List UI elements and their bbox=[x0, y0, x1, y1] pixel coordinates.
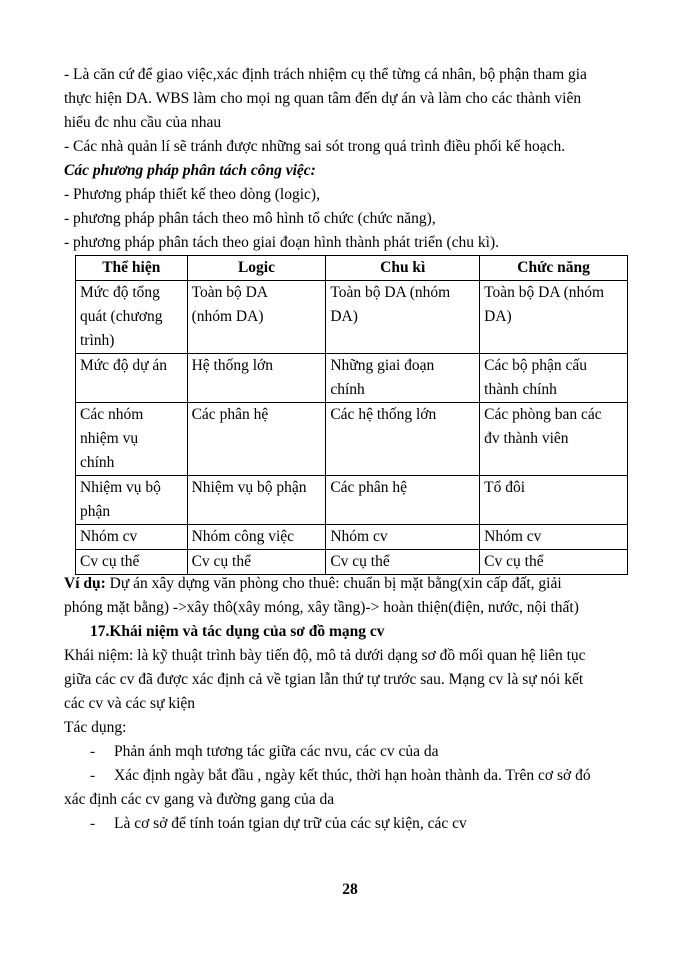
table-cell-chuc-nang bbox=[480, 476, 628, 525]
method-item-2: - phương pháp phân tách theo mô hình tổ chức (chức năng), bbox=[64, 210, 436, 227]
table-cell-chu-ki bbox=[326, 354, 480, 403]
cell-line: Các phân hệ bbox=[191, 406, 269, 423]
table-cell-logic bbox=[187, 525, 326, 550]
cell-line: Nhóm cv bbox=[330, 528, 388, 545]
example-text-1: Dự án xây dựng văn phòng cho thuê: chuẩn bị mặt bằng(xin cấp đất, giải bbox=[105, 575, 562, 592]
table-row bbox=[76, 403, 628, 476]
section-17-heading: 17.Khái niệm và tác dụng của sơ đồ mạng cv bbox=[90, 623, 385, 640]
table-cell-the-hien bbox=[76, 476, 188, 525]
table-cell-the-hien bbox=[76, 525, 188, 550]
cell-line: Nhóm cv bbox=[80, 528, 138, 545]
table-cell-logic bbox=[187, 550, 326, 575]
cell-line: đv thành viên bbox=[484, 430, 569, 447]
table-cell-the-hien bbox=[76, 281, 188, 354]
example-label: Ví dụ: bbox=[64, 575, 106, 592]
breakdown-table bbox=[75, 255, 628, 575]
cell-line: Nhóm cv bbox=[484, 528, 542, 545]
table-cell-chuc-nang bbox=[480, 550, 628, 575]
bullet-dash: - bbox=[90, 815, 96, 832]
intro-line-2: thực hiện DA. WBS làm cho mọi ng quan tâm đến dự án và làm cho các thành viên bbox=[64, 90, 582, 107]
page-number: 28 bbox=[342, 881, 358, 898]
cell-line: Toàn bộ DA (nhóm bbox=[484, 284, 605, 301]
method-item-1: - Phương pháp thiết kế theo dòng (logic), bbox=[64, 186, 320, 203]
cell-line: (nhóm DA) bbox=[191, 308, 264, 325]
intro-paragraph-2: - Các nhà quản lí sẽ tránh được những sai sót trong quá trình điều phối kế hoạch. bbox=[64, 138, 566, 155]
table-row bbox=[76, 476, 628, 525]
header-logic: Logic bbox=[187, 256, 326, 281]
cell-line: Tổ đôi bbox=[484, 479, 526, 496]
cell-line: Các hệ thống lớn bbox=[330, 406, 437, 423]
cell-line: Các nhóm bbox=[80, 406, 144, 423]
table-cell-logic bbox=[187, 403, 326, 476]
effect-text-3: Là cơ sở để tính toán tgian dự trữ của các sự kiện, các cv bbox=[114, 815, 467, 832]
cell-line: Toàn bộ DA bbox=[191, 284, 268, 301]
cell-line: Cv cụ thể bbox=[484, 553, 544, 570]
definition-line-1: Khái niệm: là kỹ thuật trình bày tiến độ, mô tả dưới dạng sơ đồ mối quan hệ liên tục bbox=[64, 647, 586, 664]
table-cell-logic bbox=[187, 281, 326, 354]
cell-line: Các phòng ban các bbox=[484, 406, 602, 423]
cell-line: Mức độ tổng bbox=[80, 284, 160, 301]
table-cell-chuc-nang bbox=[480, 525, 628, 550]
cell-line: nhiệm vụ bbox=[80, 430, 139, 447]
table-cell-chu-ki bbox=[326, 550, 480, 575]
cell-line: Mức độ dự án bbox=[80, 357, 167, 374]
cell-line: Nhiệm vụ bộ phận bbox=[191, 479, 307, 496]
methods-heading: Các phương pháp phân tách công việc: bbox=[64, 162, 316, 179]
cell-line: Toàn bộ DA (nhóm bbox=[330, 284, 451, 301]
table-row bbox=[76, 281, 628, 354]
cell-line: trình) bbox=[80, 332, 115, 349]
effect-bullet-1 bbox=[90, 740, 439, 764]
effect-text-1: Phản ánh mqh tương tác giữa các nvu, các cv của da bbox=[114, 743, 439, 760]
table-cell-the-hien bbox=[76, 403, 188, 476]
cell-line: Nhiệm vụ bộ bbox=[80, 479, 161, 496]
table-cell-chu-ki bbox=[326, 281, 480, 354]
cell-line: quát (chương bbox=[80, 308, 163, 325]
definition-line-3: các cv và các sự kiện bbox=[64, 695, 196, 712]
intro-line-1: - Là căn cứ để giao việc,xác định trách nhiệm cụ thể từng cá nhân, bộ phận tham gia bbox=[64, 66, 587, 83]
cell-line: Cv cụ thể bbox=[191, 553, 251, 570]
effect-bullet-3 bbox=[90, 812, 467, 836]
header-the-hien: Thể hiện bbox=[76, 256, 188, 281]
effect-bullet-2-continued: xác định các cv gang và đường gang của da bbox=[64, 791, 335, 808]
cell-line: chính bbox=[80, 454, 115, 471]
definition-line-2: giữa các cv đã được xác định cả về tgian lẫn thứ tự trước sau. Mạng cv là sự nói kết bbox=[64, 671, 584, 688]
cell-line: Cv cụ thể bbox=[80, 553, 140, 570]
cell-line: Các bộ phận cấu bbox=[484, 357, 588, 374]
cell-line: thành chính bbox=[484, 381, 557, 398]
bullet-dash: - bbox=[90, 743, 96, 760]
table-cell-chu-ki bbox=[326, 476, 480, 525]
example-line-1 bbox=[64, 572, 562, 596]
effect-text-2: Xác định ngày bắt đầu , ngày kết thúc, thời hạn hoàn thành da. Trên cơ sở đó bbox=[114, 767, 591, 784]
example-line-2: phóng mặt bằng) ->xây thô(xây móng, xây tầng)-> hoàn thiện(điện, nước, nội thất) bbox=[64, 599, 579, 616]
cell-line: Nhóm công việc bbox=[191, 528, 295, 545]
bullet-dash: - bbox=[90, 767, 96, 784]
effects-label: Tác dụng: bbox=[64, 719, 127, 736]
table-cell-the-hien bbox=[76, 354, 188, 403]
table-row bbox=[76, 525, 628, 550]
table-cell-logic bbox=[187, 476, 326, 525]
table-cell-chuc-nang bbox=[480, 281, 628, 354]
table-body bbox=[76, 281, 628, 575]
cell-line: Hệ thống lớn bbox=[191, 357, 273, 374]
table-cell-chu-ki bbox=[326, 525, 480, 550]
table-cell-chuc-nang bbox=[480, 354, 628, 403]
header-chuc-nang: Chức năng bbox=[480, 256, 628, 281]
table-cell-logic bbox=[187, 354, 326, 403]
header-chu-ki: Chu kì bbox=[326, 256, 480, 281]
cell-line: Các phân hệ bbox=[330, 479, 407, 496]
table-row bbox=[76, 550, 628, 575]
cell-line: chính bbox=[330, 381, 365, 398]
table-header-row bbox=[76, 256, 628, 281]
intro-line-3: hiểu đc nhu cầu của nhau bbox=[64, 114, 222, 131]
table-cell-chu-ki bbox=[326, 403, 480, 476]
cell-line: Những giai đoạn bbox=[330, 357, 435, 374]
table-cell-chuc-nang bbox=[480, 403, 628, 476]
table-cell-the-hien bbox=[76, 550, 188, 575]
effect-bullet-2 bbox=[90, 764, 591, 788]
cell-line: Cv cụ thể bbox=[330, 553, 390, 570]
cell-line: phận bbox=[80, 503, 111, 520]
cell-line: DA) bbox=[484, 308, 512, 325]
cell-line: DA) bbox=[330, 308, 358, 325]
table-row bbox=[76, 354, 628, 403]
method-item-3: - phương pháp phân tách theo giai đoạn hình thành phát triển (chu kì). bbox=[64, 234, 499, 251]
